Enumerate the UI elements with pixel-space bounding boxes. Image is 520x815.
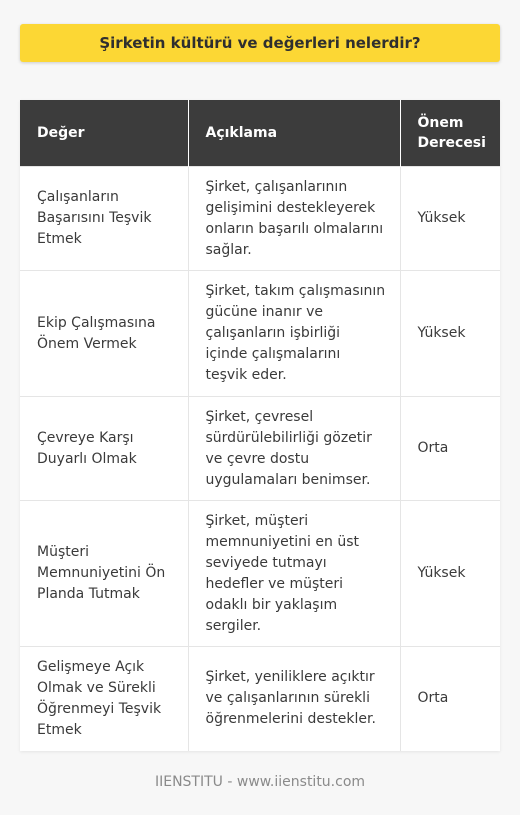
row-description: Şirket, çalışanlarının gelişimini destekleyerek onların başarılı olmalarını sağlar.: [188, 167, 400, 271]
row-value: Ekip Çalışmasına Önem Vermek: [20, 271, 188, 397]
row-importance: Yüksek: [400, 501, 500, 647]
header-importance-line1: Önem: [417, 115, 464, 131]
header-description: Açıklama: [188, 100, 400, 167]
row-description: Şirket, yeniliklere açıktır ve çalışanlarının sürekli öğrenmelerini destekler.: [188, 647, 400, 751]
row-importance: Orta: [400, 397, 500, 501]
row-value: Çevreye Karşı Duyarlı Olmak: [20, 397, 188, 501]
row-value: Gelişmeye Açık Olmak ve Sürekli Öğrenmeyi Teşvik Etmek: [20, 647, 188, 751]
header-importance-line2: Derecesi: [417, 135, 486, 151]
row-importance: Yüksek: [400, 167, 500, 271]
table-row: [20, 397, 500, 501]
row-importance: Orta: [400, 647, 500, 751]
row-value: Çalışanların Başarısını Teşvik Etmek: [20, 167, 188, 271]
table-row: [20, 167, 500, 271]
header-importance: [400, 100, 500, 167]
row-description: Şirket, takım çalışmasının gücüne inanır ve çalışanların işbirliği içinde çalışmalarını teşvik eder.: [188, 271, 400, 397]
values-table: [20, 100, 500, 751]
footer-credit: IIENSTITU - www.iienstitu.com: [154, 774, 366, 790]
values-table-container: [20, 100, 500, 751]
table-row: [20, 647, 500, 751]
table-header-row: [20, 100, 500, 167]
row-description: Şirket, müşteri memnuniyetini en üst seviyede tutmayı hedefler ve müşteri odaklı bir yaklaşım sergiler.: [188, 501, 400, 647]
row-value: Müşteri Memnuniyetini Ön Planda Tutmak: [20, 501, 188, 647]
header-value: Değer: [20, 100, 188, 167]
table-row: [20, 501, 500, 647]
table-row: [20, 271, 500, 397]
row-importance: Yüksek: [400, 271, 500, 397]
page-title: Şirketin kültürü ve değerleri nelerdir?: [20, 24, 500, 62]
row-description: Şirket, çevresel sürdürülebilirliği gözetir ve çevre dostu uygulamaları benimser.: [188, 397, 400, 501]
